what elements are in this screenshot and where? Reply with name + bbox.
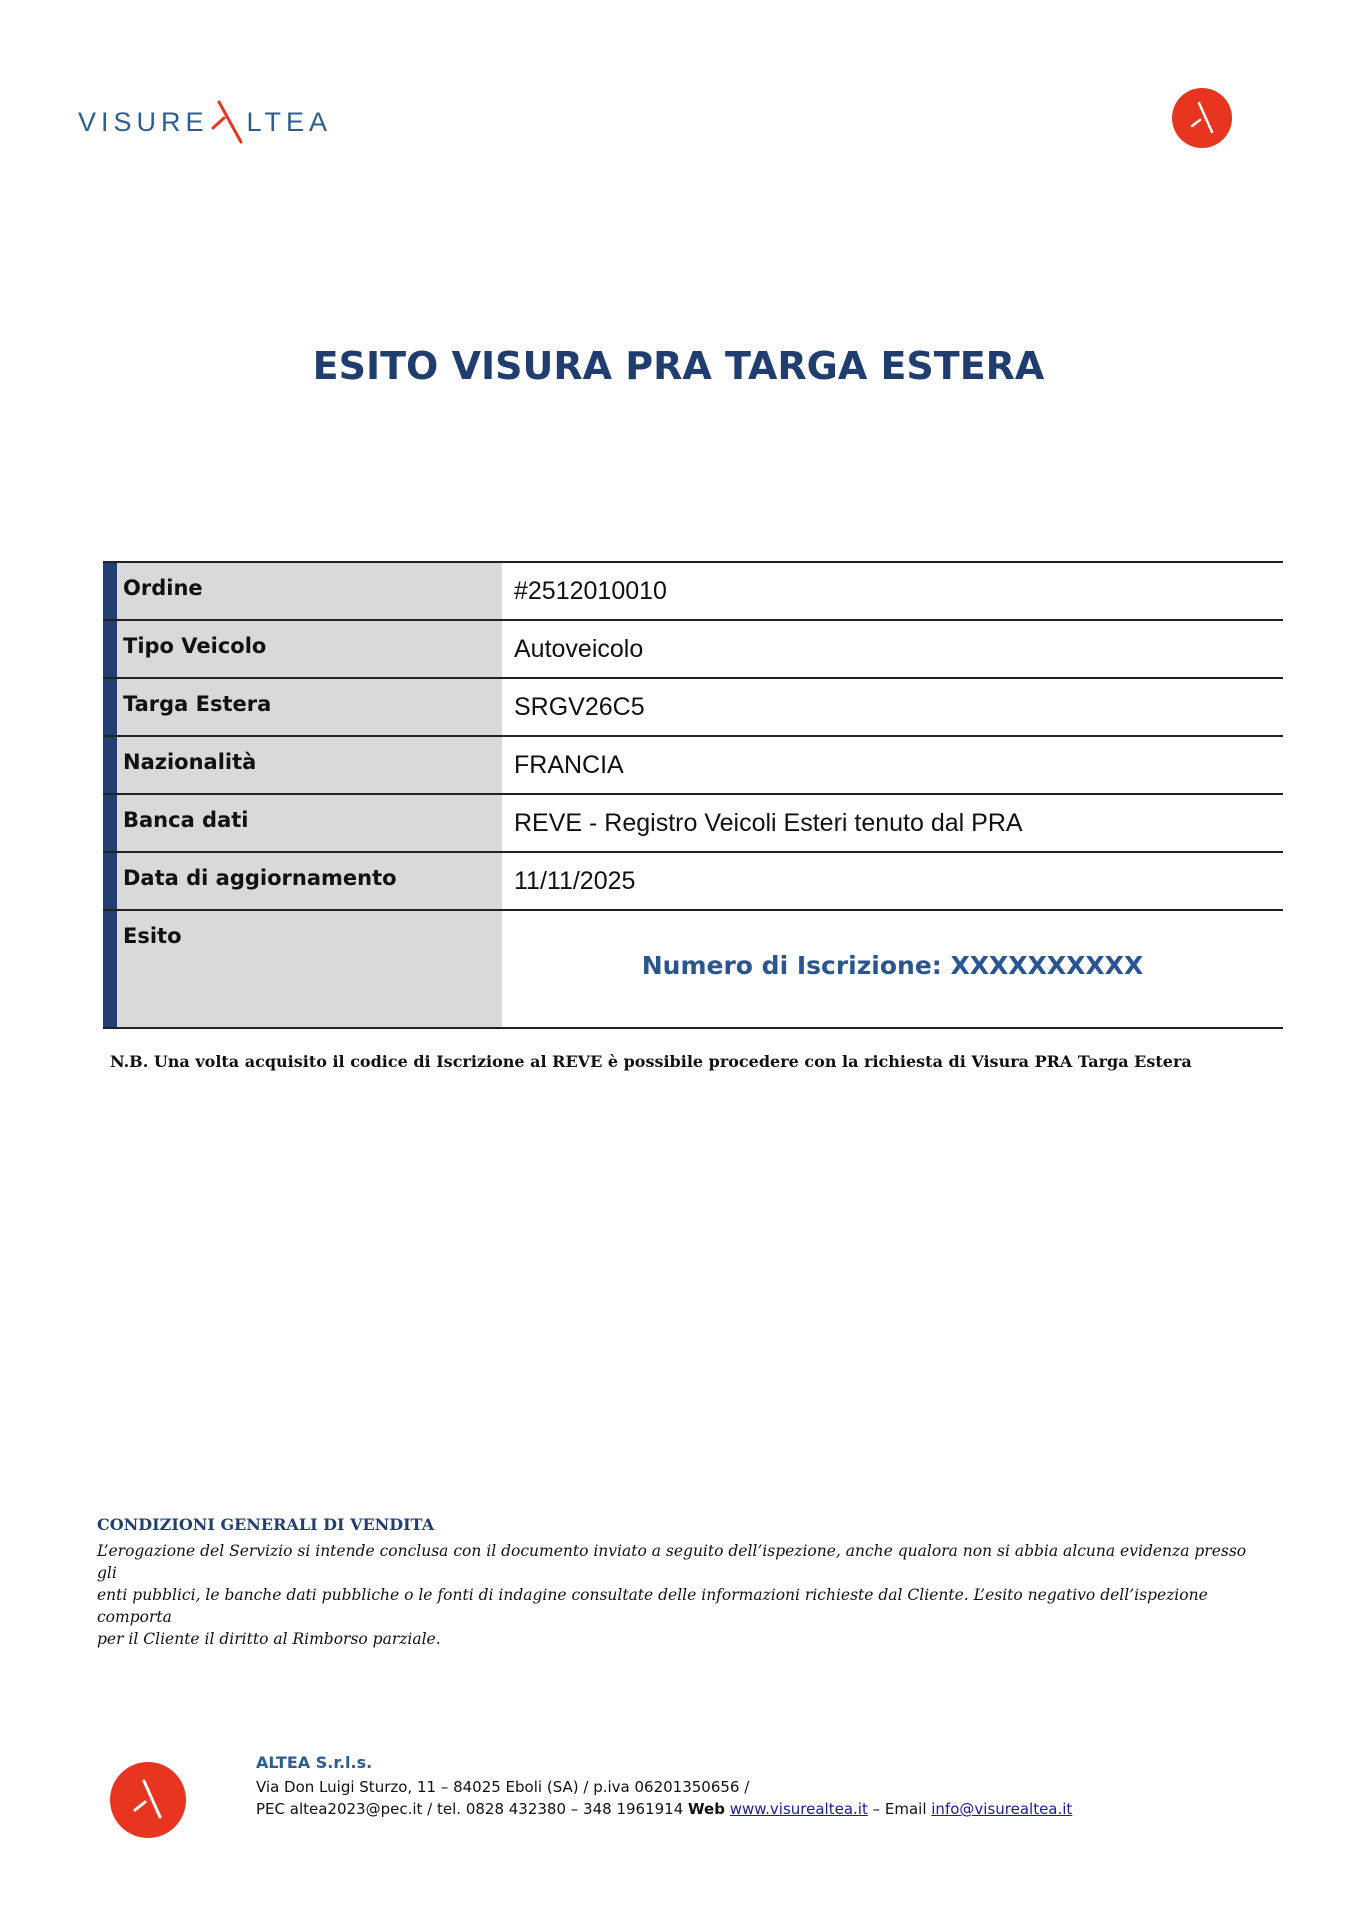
row-label: Banca dati (117, 795, 502, 851)
round-logo-icon (1172, 88, 1232, 148)
row-label: Tipo Veicolo (117, 621, 502, 677)
row-value: SRGV26C5 (514, 693, 645, 721)
row-value: REVE - Registro Veicoli Esteri tenuto dal PRA (514, 809, 1023, 837)
result-table (103, 561, 1283, 1029)
row-accent-bar (103, 679, 117, 735)
row-accent-bar (103, 853, 117, 909)
email-link[interactable]: info@visurealtea.it (931, 1800, 1073, 1818)
row-accent-bar (103, 737, 117, 793)
row-value: Autoveicolo (514, 635, 644, 663)
brand-logo-left: VISURE (78, 106, 209, 137)
contacts-line (256, 1798, 1072, 1820)
row-label: Esito (117, 911, 502, 1027)
footer-logo-icon (110, 1762, 186, 1838)
row-label: Targa Estera (117, 679, 502, 735)
row-accent-bar (103, 911, 117, 1027)
conditions-line: per il Cliente il diritto al Rimborso parziale. (97, 1630, 441, 1648)
table-row-esito (103, 911, 1283, 1029)
table-row (103, 795, 1283, 853)
table-row (103, 737, 1283, 795)
web-label: Web (688, 1800, 725, 1818)
page-title: ESITO VISURA PRA TARGA ESTERA (312, 344, 1045, 388)
table-row (103, 853, 1283, 911)
brand-logo-right: LTEA (246, 106, 333, 137)
email-separator: – Email (867, 1800, 932, 1818)
row-label: Data di aggiornamento (117, 853, 502, 909)
conditions-line: enti pubblici, le banche dati pubbliche o le fonti di indagine consultate delle informazioni richieste dal Cliente. L’esito negativo dell’ispezione comporta (97, 1586, 1208, 1626)
row-value: #2512010010 (514, 577, 667, 605)
conditions-line: L’erogazione del Servizio si intende conclusa con il documento inviato a seguito dell’ispezione, anche qualora non si abbia alcuna evidenza presso gli (97, 1542, 1247, 1582)
company-address (256, 1776, 1072, 1820)
note-text: N.B. Una volta acquisito il codice di Iscrizione al REVE è possibile procedere con la richiesta di Visura PRA Targa Estera (110, 1052, 1192, 1071)
conditions-text (97, 1540, 1247, 1650)
conditions-title: CONDIZIONI GENERALI DI VENDITA (97, 1515, 435, 1534)
address-line: Via Don Luigi Sturzo, 11 – 84025 Eboli (SA) / p.iva 06201350656 / (256, 1778, 750, 1796)
brand-logo-mark-icon (211, 96, 249, 148)
row-value: 11/11/2025 (514, 867, 636, 895)
row-label: Nazionalità (117, 737, 502, 793)
table-row (103, 679, 1283, 737)
company-name: ALTEA S.r.l.s. (256, 1753, 373, 1772)
row-accent-bar (103, 795, 117, 851)
row-value: FRANCIA (514, 751, 624, 779)
brand-logo (78, 96, 332, 148)
table-row (103, 621, 1283, 679)
web-link[interactable]: www.visurealtea.it (729, 1800, 868, 1818)
esito-value: Numero di Iscrizione: XXXXXXXXXX (641, 951, 1144, 980)
row-accent-bar (103, 621, 117, 677)
row-label: Ordine (117, 563, 502, 619)
table-row (103, 561, 1283, 621)
contacts-prefix: PEC altea2023@pec.it / tel. 0828 432380 – 348 1961914 (256, 1800, 689, 1818)
row-accent-bar (103, 563, 117, 619)
